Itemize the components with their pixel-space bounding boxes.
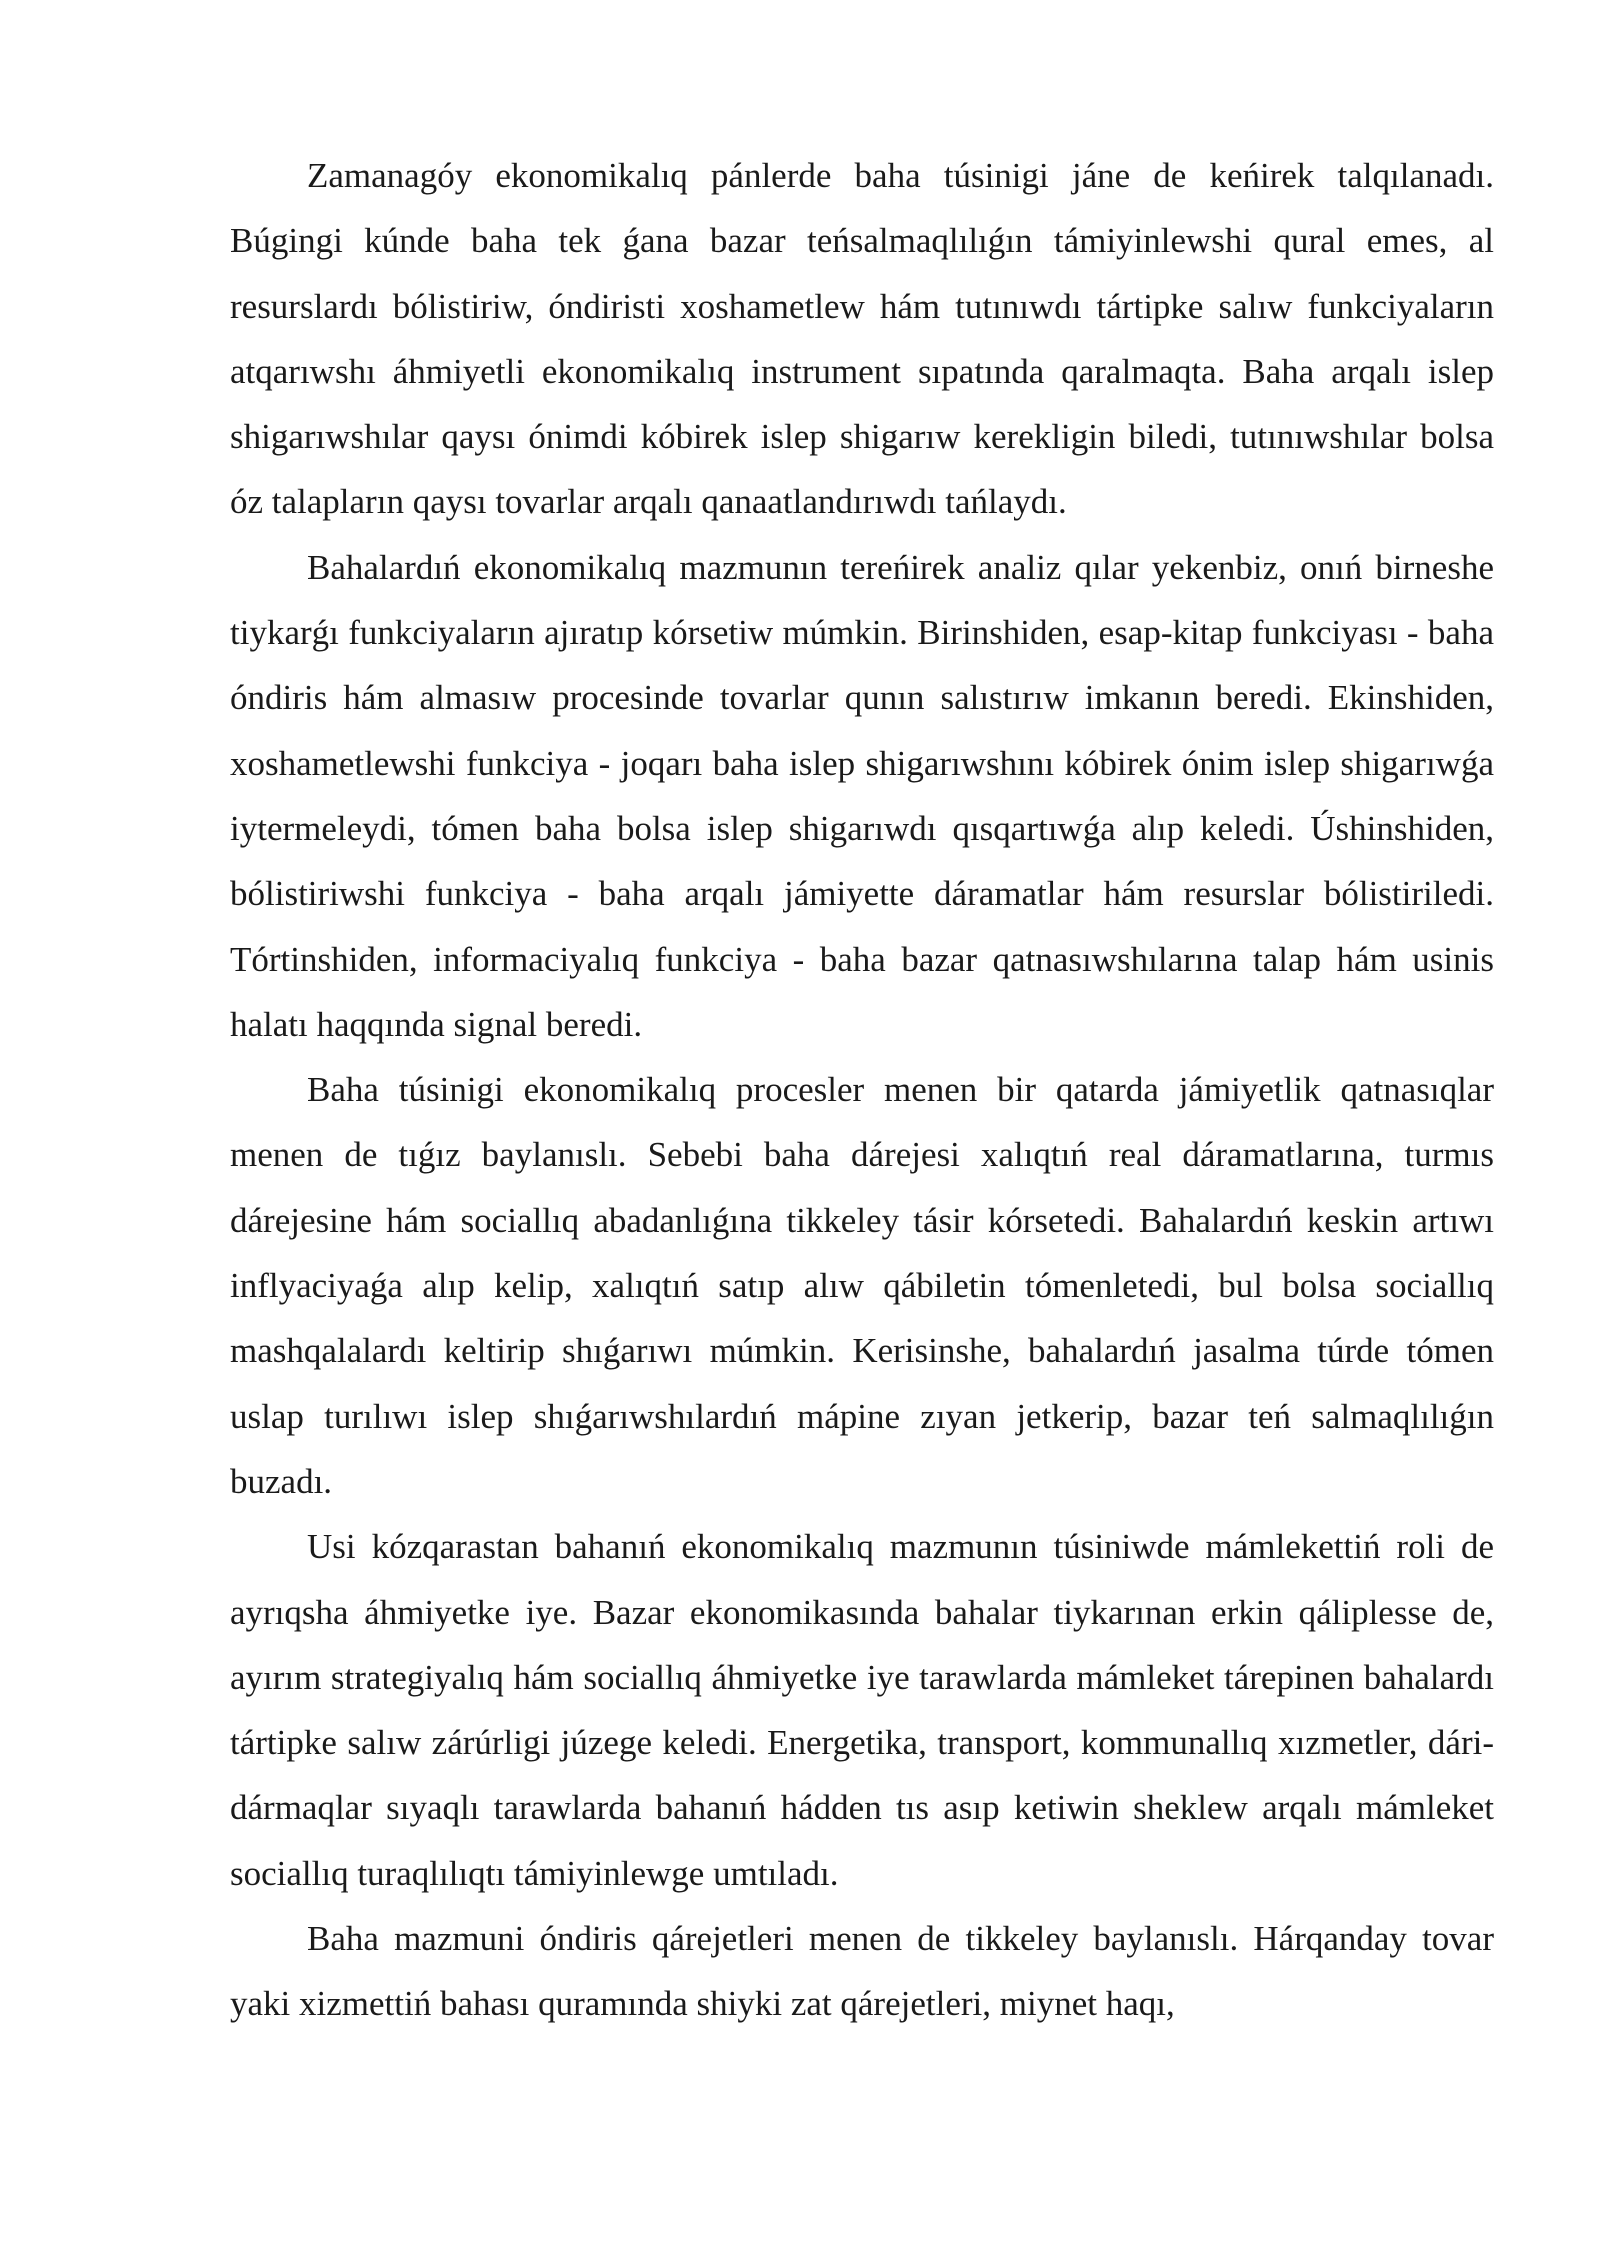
paragraph-2: Bahalardıń ekonomikalıq mazmunın tereńirek analiz qılar yekenbiz, onıń birneshe tiykarǵı funkciyaların ajıratıp kórsetiw múmkin. Birinshiden, esap-kitap funkciyası - baha óndiris hám almasıw procesinde tovarlar qunın salıstırıw imkanın beredi. Ekinshiden, xoshametlewshi funkciya - joqarı baha islep shigarıwshını kóbirek ónim islep shigarıwǵa iytermeleydi, tómen baha bolsa islep shigarıwdı qısqartıwǵa alıp keledi. Úshinshiden, bólistiriwshi funkciya - baha arqalı jámiyette dáramatlar hám resurslar bólistiriledi. Tórtinshiden, informaciyalıq funkciya - baha bazar qatnasıwshılarına talap hám usinis halatı haqqında signal beredi. — [230, 547, 1494, 1044]
paragraph-5: Baha mazmuni óndiris qárejetleri menen de tikkeley baylanıslı. Hárqanday tovar yaki xizmettiń bahası quramında shiyki zat qárejetleri, miynet haqı, — [230, 1919, 1494, 2024]
paragraph-4: Usi kózqarastan bahanıń ekonomikalıq mazmunın túsiniwde mámlekettiń roli de ayrıqsha áhmiyetke iye. Bazar ekonomikasında bahalar tiykarınan erkin qáliplesse de, ayırım strategiyalıq hám sociallıq áhmiyetke iye tarawlarda mámleket tárepinen bahalardı tártipke salıw zárúrligi júzege keledi. Energetika, transport, kommunallıq xızmetler, dári-dármaqlar sıyaqlı tarawlarda bahanıń hádden tıs asıp ketiwin sheklew arqalı mámleket sociallıq turaqlılıqtı támiyinlewge umtıladı. — [230, 1527, 1494, 1893]
paragraph-3: Baha túsinigi ekonomikalıq procesler menen bir qatarda jámiyetlik qatnasıqlar menen de tıǵız baylanıslı. Sebebi baha dárejesi xalıqtıń real dáramatlarına, turmıs dárejesine hám sociallıq abadanlıǵına tikkeley tásir kórsetedi. Bahalardıń keskin artıwı inflyaciyaǵa alıp kelip, xalıqtıń satıp alıw qábiletin tómenletedi, bul bolsa sociallıq mashqalalardı keltirip shıǵarıwı múmkin. Kerisinshe, bahalardıń jasalma túrde tómen uslap turılıwı islep shıǵarıwshılardıń mápine zıyan jetkerip, bazar teń salmaqlılıǵın buzadı. — [230, 1070, 1494, 1501]
document-body — [230, 143, 1494, 2037]
paragraph-1: Zamanagóy ekonomikalıq pánlerde baha túsinigi jáne de keńirek talqılanadı. Búgingi kúnde baha tek ǵana bazar teńsalmaqlılıǵın támiyinlewshi qural emes, al resurslardı bólistiriw, óndiristi xoshametlew hám tutınıwdı tártipke salıw funkciyaların atqarıwshı áhmiyetli ekonomikalıq instrument sıpatında qaralmaqta. Baha arqalı islep shigarıwshılar qaysı ónimdi kóbirek islep shigarıw kerekligin biledi, tutınıwshılar bolsa óz talapların qaysı tovarlar arqalı qanaatlandırıwdı tańlaydı. — [230, 156, 1494, 522]
